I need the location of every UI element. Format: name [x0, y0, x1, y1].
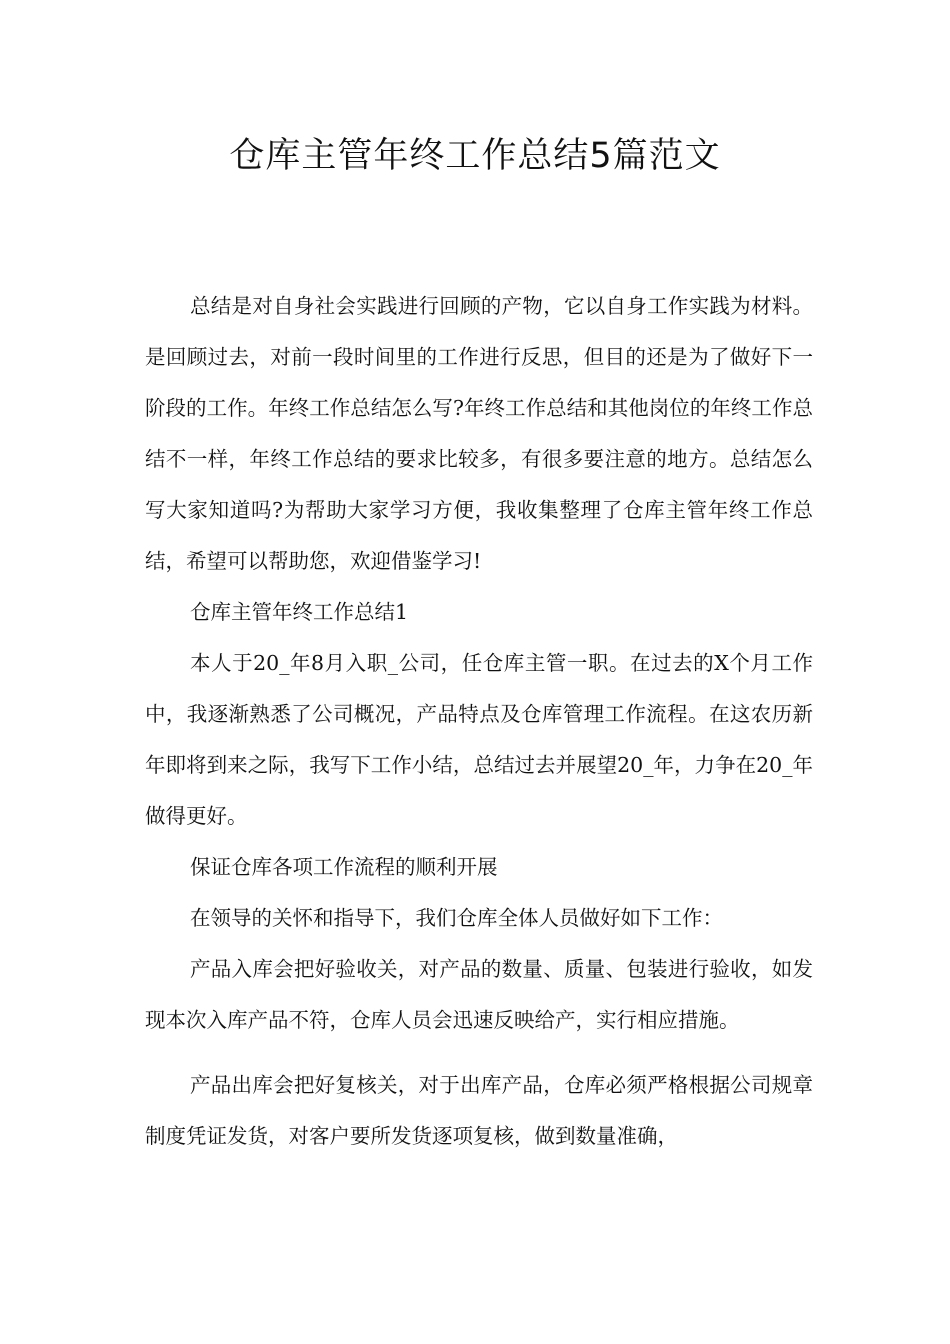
paragraph-guidance: 在领导的关怀和指导下，我们仓库全体人员做好如下工作：	[190, 906, 723, 930]
document-body	[145, 281, 813, 1162]
paragraph-outbound: 产品出库会把好复核关，对于出库产品，仓库必须严格根据公司规章制度凭证发货，对客户要所发货逐项复核，做到数量准确，	[145, 1073, 813, 1148]
section-heading-workflow: 保证仓库各项工作流程的顺利开展	[190, 855, 498, 879]
intro-paragraph: 总结是对自身社会实践进行回顾的产物，它以自身工作实践为材料。是回顾过去，对前一段时间里的工作进行反思，但目的还是为了做好下一阶段的工作。年终工作总结怎么写?年终工作总结和其他岗位的年终工作总结不一样，年终工作总结的要求比较多，有很多要注意的地方。总结怎么写大家知道吗?为帮助大家学习方便，我收集整理了仓库主管年终工作总结，希望可以帮助您，欢迎借鉴学习!	[145, 294, 813, 573]
paragraph-joining: 本人于20_年8月入职_公司，任仓库主管一职。在过去的X个月工作中，我逐渐熟悉了公司概况，产品特点及仓库管理工作流程。在这农历新年即将到来之际，我写下工作小结，总结过去并展望20_年，力争在20_年做得更好。	[145, 651, 813, 828]
document-title: 仓库主管年终工作总结5篇范文	[229, 136, 721, 176]
section-heading-summary-1: 仓库主管年终工作总结1	[190, 600, 409, 624]
paragraph-inbound: 产品入库会把好验收关，对产品的数量、质量、包装进行验收，如发现本次入库产品不符，仓库人员会迅速反映给产，实行相应措施。	[145, 957, 813, 1032]
